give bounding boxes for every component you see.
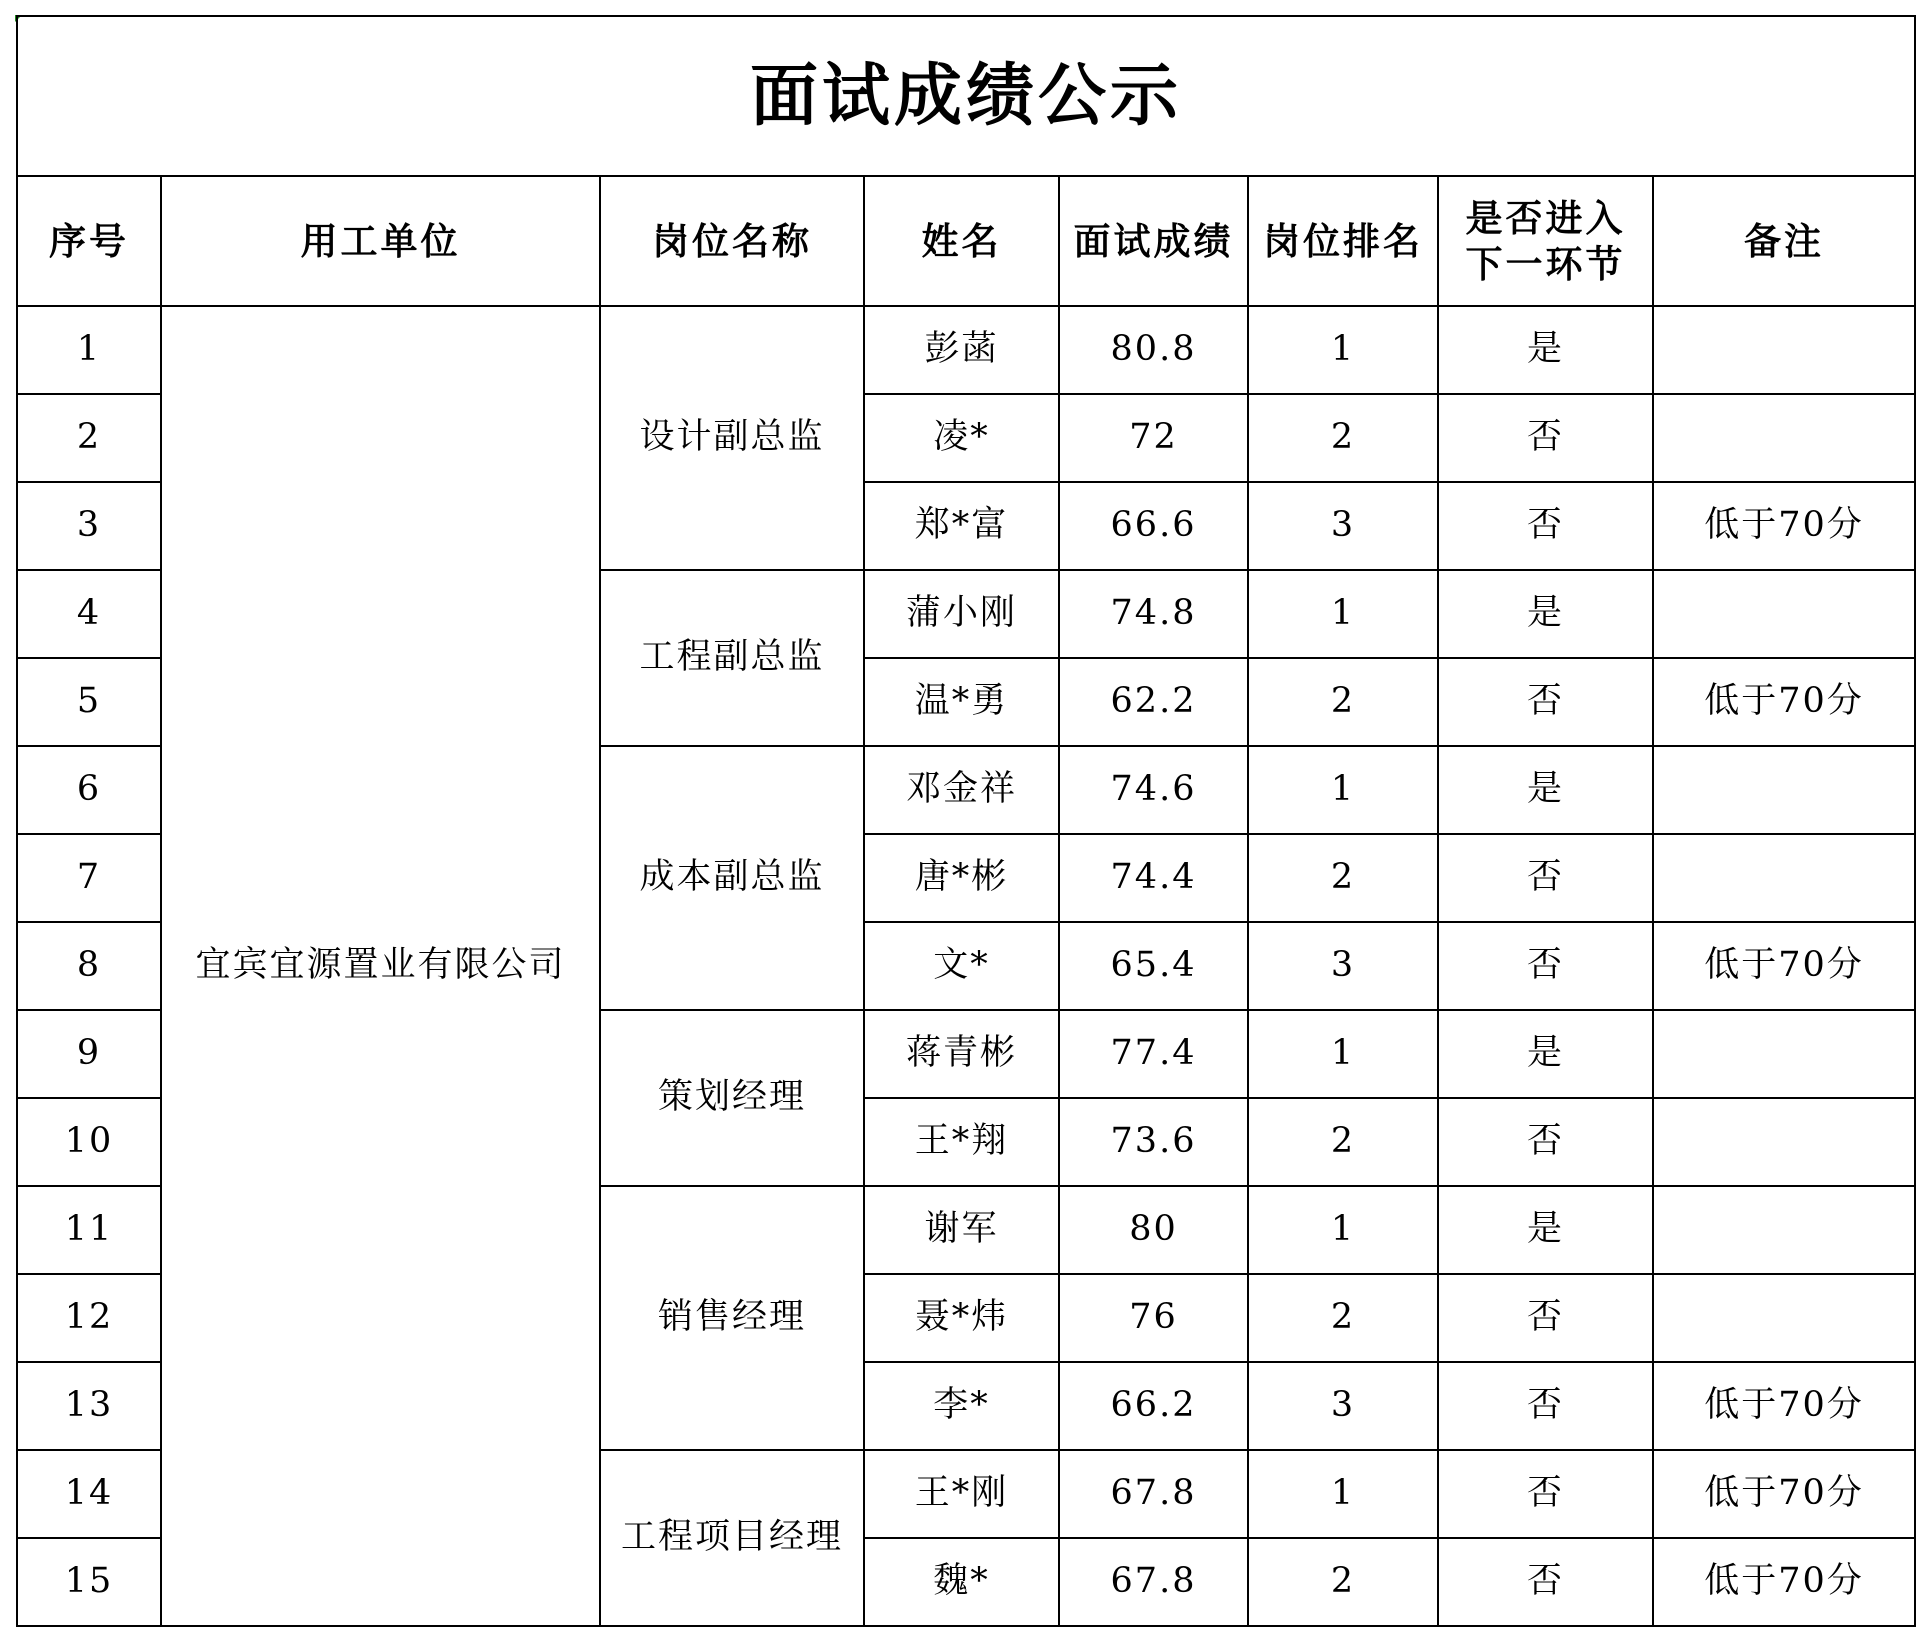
row-name: 谢军 <box>864 1186 1059 1274</box>
row-remark <box>1653 834 1915 922</box>
row-advance: 是 <box>1438 306 1653 394</box>
row-seq: 4 <box>17 570 161 658</box>
row-seq: 11 <box>17 1186 161 1274</box>
header-score: 面试成绩 <box>1059 176 1248 306</box>
row-advance: 是 <box>1438 570 1653 658</box>
row-seq: 6 <box>17 746 161 834</box>
row-rank: 1 <box>1248 1186 1438 1274</box>
row-remark <box>1653 1098 1915 1186</box>
row-seq: 14 <box>17 1450 161 1538</box>
row-seq: 13 <box>17 1362 161 1450</box>
row-seq: 5 <box>17 658 161 746</box>
row-rank: 3 <box>1248 922 1438 1010</box>
page-title: 面试成绩公示 <box>17 16 1915 176</box>
row-rank: 1 <box>1248 1450 1438 1538</box>
row-advance: 否 <box>1438 394 1653 482</box>
row-rank: 2 <box>1248 658 1438 746</box>
row-rank: 1 <box>1248 570 1438 658</box>
row-remark <box>1653 1186 1915 1274</box>
row-seq: 7 <box>17 834 161 922</box>
row-remark: 低于70分 <box>1653 1538 1915 1626</box>
row-name: 邓金祥 <box>864 746 1059 834</box>
row-rank: 2 <box>1248 834 1438 922</box>
header-employer: 用工单位 <box>161 176 600 306</box>
header-seq: 序号 <box>17 176 161 306</box>
row-seq: 2 <box>17 394 161 482</box>
header-advance-line1: 是否进入 <box>1465 195 1626 240</box>
row-score: 74.6 <box>1059 746 1248 834</box>
row-score: 77.4 <box>1059 1010 1248 1098</box>
row-name: 凌* <box>864 394 1059 482</box>
interview-results-table <box>16 15 1916 1627</box>
row-remark <box>1653 1274 1915 1362</box>
header-remark: 备注 <box>1653 176 1915 306</box>
row-score: 67.8 <box>1059 1538 1248 1626</box>
row-name: 文* <box>864 922 1059 1010</box>
row-advance: 否 <box>1438 482 1653 570</box>
row-score: 65.4 <box>1059 922 1248 1010</box>
row-remark <box>1653 394 1915 482</box>
row-rank: 2 <box>1248 1274 1438 1362</box>
row-advance: 是 <box>1438 746 1653 834</box>
row-remark: 低于70分 <box>1653 1362 1915 1450</box>
row-name: 温*勇 <box>864 658 1059 746</box>
row-score: 67.8 <box>1059 1450 1248 1538</box>
row-score: 76 <box>1059 1274 1248 1362</box>
row-rank: 2 <box>1248 394 1438 482</box>
row-remark <box>1653 1010 1915 1098</box>
row-seq: 3 <box>17 482 161 570</box>
row-rank: 1 <box>1248 1010 1438 1098</box>
row-score: 80.8 <box>1059 306 1248 394</box>
row-name: 郑*富 <box>864 482 1059 570</box>
row-seq: 15 <box>17 1538 161 1626</box>
header-advance-line2: 下一环节 <box>1465 242 1626 286</box>
header-name: 姓名 <box>864 176 1059 306</box>
row-name: 王*刚 <box>864 1450 1059 1538</box>
row-rank: 2 <box>1248 1098 1438 1186</box>
row-advance: 否 <box>1438 1362 1653 1450</box>
row-advance: 否 <box>1438 658 1653 746</box>
row-name: 王*翔 <box>864 1098 1059 1186</box>
header-position: 岗位名称 <box>600 176 864 306</box>
row-score: 62.2 <box>1059 658 1248 746</box>
header-advance <box>1438 176 1653 306</box>
row-name: 唐*彬 <box>864 834 1059 922</box>
row-name: 蒲小刚 <box>864 570 1059 658</box>
row-advance: 否 <box>1438 1450 1653 1538</box>
row-name: 聂*炜 <box>864 1274 1059 1362</box>
row-remark: 低于70分 <box>1653 482 1915 570</box>
row-remark: 低于70分 <box>1653 658 1915 746</box>
row-score: 66.6 <box>1059 482 1248 570</box>
position-cell: 工程项目经理 <box>600 1450 864 1626</box>
table-row <box>17 306 1915 394</box>
row-score: 74.8 <box>1059 570 1248 658</box>
row-score: 66.2 <box>1059 1362 1248 1450</box>
row-advance: 否 <box>1438 922 1653 1010</box>
row-advance: 否 <box>1438 1538 1653 1626</box>
title-row <box>17 16 1915 176</box>
row-seq: 12 <box>17 1274 161 1362</box>
row-seq: 9 <box>17 1010 161 1098</box>
row-advance: 是 <box>1438 1186 1653 1274</box>
row-remark <box>1653 570 1915 658</box>
row-remark: 低于70分 <box>1653 922 1915 1010</box>
position-cell: 销售经理 <box>600 1186 864 1450</box>
row-rank: 3 <box>1248 1362 1438 1450</box>
row-rank: 3 <box>1248 482 1438 570</box>
row-advance: 是 <box>1438 1010 1653 1098</box>
header-rank: 岗位排名 <box>1248 176 1438 306</box>
row-name: 彭菡 <box>864 306 1059 394</box>
row-score: 73.6 <box>1059 1098 1248 1186</box>
position-cell: 工程副总监 <box>600 570 864 746</box>
position-cell: 设计副总监 <box>600 306 864 570</box>
row-score: 74.4 <box>1059 834 1248 922</box>
header-row <box>17 176 1915 306</box>
row-remark: 低于70分 <box>1653 1450 1915 1538</box>
row-rank: 1 <box>1248 746 1438 834</box>
row-score: 80 <box>1059 1186 1248 1274</box>
row-seq: 10 <box>17 1098 161 1186</box>
row-remark <box>1653 306 1915 394</box>
row-name: 魏* <box>864 1538 1059 1626</box>
row-advance: 否 <box>1438 1274 1653 1362</box>
row-name: 蒋青彬 <box>864 1010 1059 1098</box>
row-score: 72 <box>1059 394 1248 482</box>
position-cell: 成本副总监 <box>600 746 864 1010</box>
row-remark <box>1653 746 1915 834</box>
row-advance: 否 <box>1438 1098 1653 1186</box>
row-rank: 1 <box>1248 306 1438 394</box>
row-seq: 1 <box>17 306 161 394</box>
row-seq: 8 <box>17 922 161 1010</box>
row-name: 李* <box>864 1362 1059 1450</box>
row-advance: 否 <box>1438 834 1653 922</box>
employer-cell: 宜宾宜源置业有限公司 <box>161 306 600 1626</box>
row-rank: 2 <box>1248 1538 1438 1626</box>
position-cell: 策划经理 <box>600 1010 864 1186</box>
